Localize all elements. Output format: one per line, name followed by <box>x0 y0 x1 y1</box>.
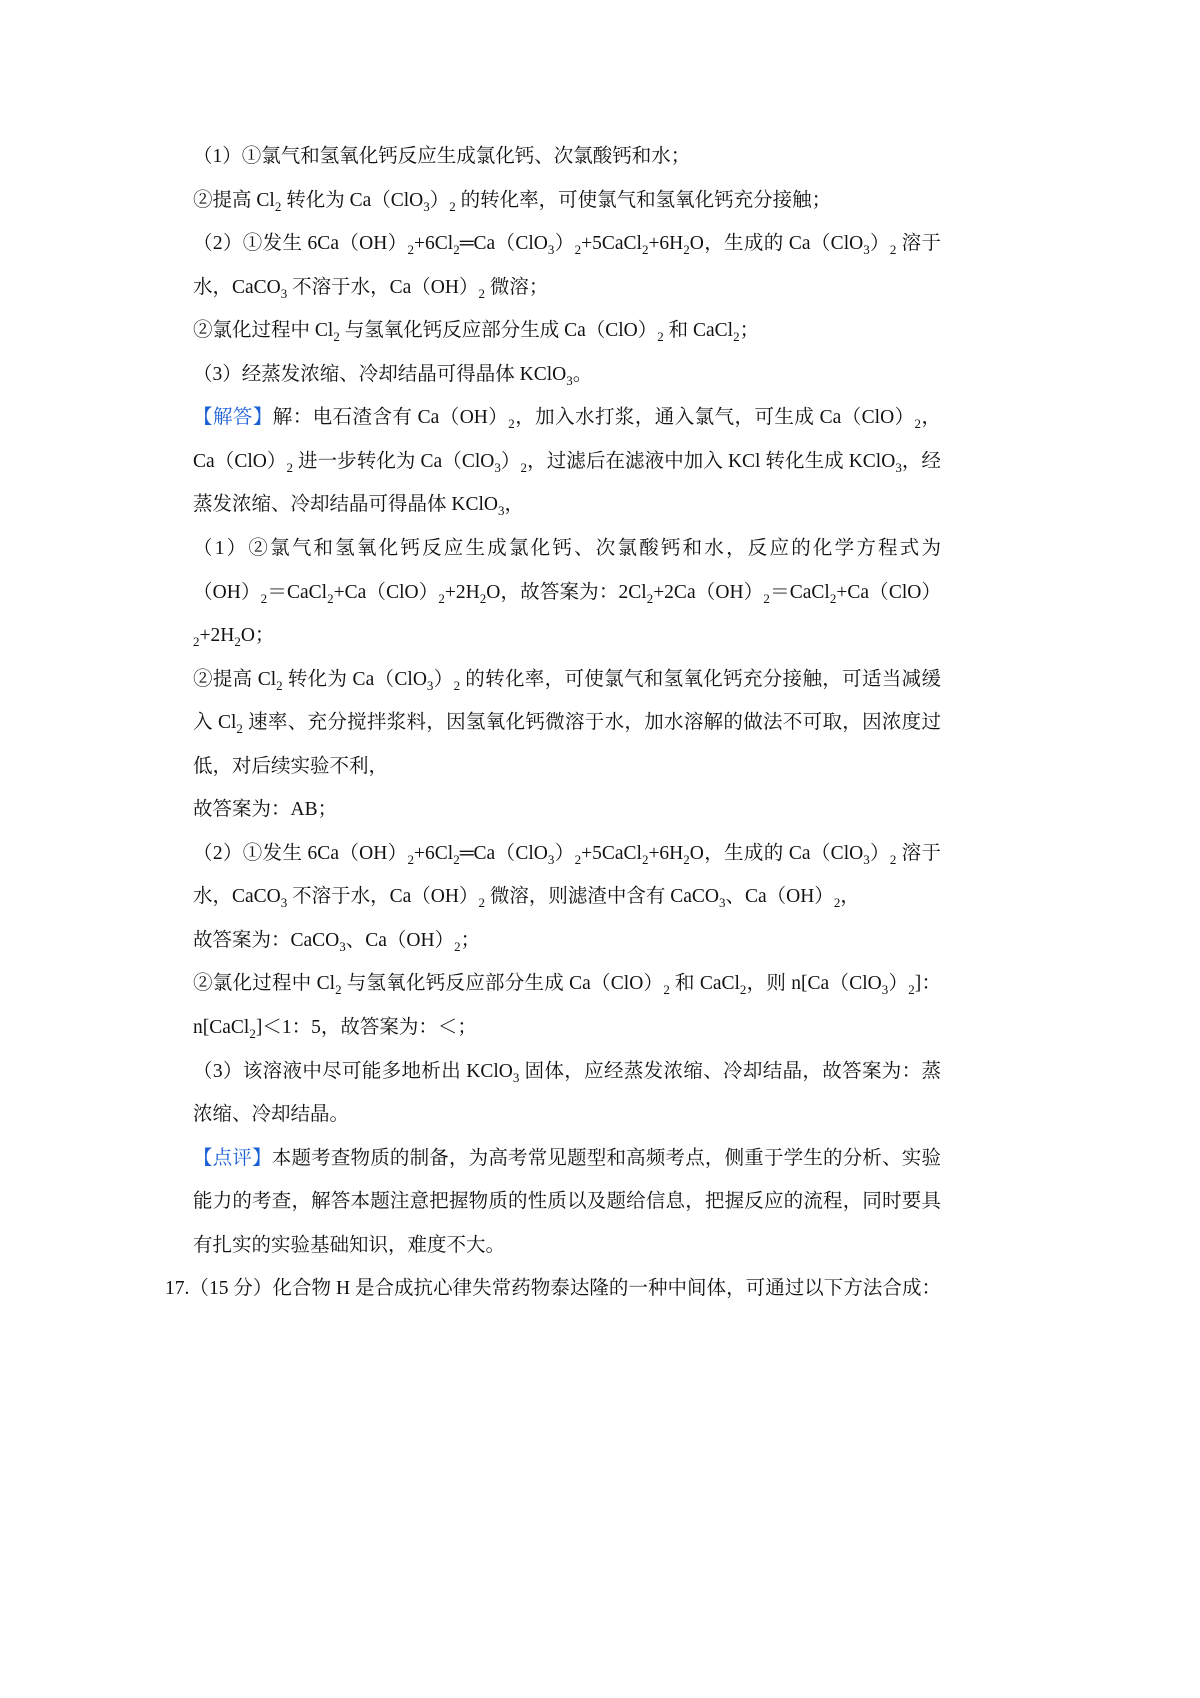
text-run: O； <box>240 625 275 647</box>
subscript: 2 <box>286 459 294 475</box>
subscript: 3 <box>566 372 573 388</box>
subscript: 2 <box>646 590 654 606</box>
text-run: 溶于 <box>896 233 941 255</box>
text-line <box>193 1229 941 1263</box>
text-run: 浓缩、冷却结晶。 <box>193 1104 350 1126</box>
text-run: 、Ca（OH） <box>345 929 455 951</box>
text-run: ，经 <box>901 450 941 472</box>
text-line <box>193 924 941 958</box>
text-line <box>193 532 941 566</box>
text-run: 和 CaCl <box>669 973 740 995</box>
subscript: 3 <box>423 198 430 214</box>
text-run: ②提高 Cl <box>193 189 275 211</box>
text-line <box>193 1055 941 1089</box>
subscript: 2 <box>733 329 740 345</box>
text-line <box>193 271 941 305</box>
subscript: 2 <box>479 590 487 606</box>
text-run: （1）②氯气和氢氧化钙反应生成氯化钙、次氯酸钙和水，反应的化学方程式为 <box>193 537 941 559</box>
text-run: +2Ca（OH） <box>653 581 764 603</box>
text-run: n[CaCl <box>193 1017 250 1038</box>
text-run: 不溶于水，Ca（OH） <box>287 886 479 908</box>
subscript: 2 <box>763 590 770 606</box>
question-heading <box>165 1272 941 1306</box>
text-run: 微溶，则滤渣中含有 CaCO <box>484 886 719 908</box>
text-run: ＝CaCl <box>769 581 830 603</box>
subscript: 3 <box>280 285 288 301</box>
text-run: 和 CaCl <box>663 320 734 342</box>
text-line <box>193 619 941 653</box>
subscript: 2 <box>453 677 461 693</box>
subscript: 2 <box>478 895 485 911</box>
text-line <box>193 967 941 1001</box>
text-line <box>193 1142 941 1176</box>
subscript: 2 <box>454 938 461 954</box>
subscript: 2 <box>641 851 649 867</box>
text-run: （3）经蒸发浓缩、冷却结晶可得晶体 KClO <box>193 363 567 385</box>
text-run: +5CaCl <box>581 842 642 864</box>
text-line <box>193 314 941 348</box>
text-run: ） <box>433 668 454 690</box>
subscript: 2 <box>193 634 200 650</box>
text-run: 水，CaCO <box>193 276 281 298</box>
subscript: 2 <box>234 634 241 650</box>
text-line <box>193 750 941 784</box>
text-run: ②氯化过程中 Cl <box>193 320 334 342</box>
text-run: ） <box>429 189 450 211</box>
text-line <box>193 184 941 218</box>
subscript: 2 <box>276 677 283 693</box>
text-run: ； <box>739 320 760 342</box>
subscript: 3 <box>547 851 555 867</box>
text-run: （1）①氯气和氢氧化钙反应生成氯化钙、次氯酸钙和水； <box>193 146 691 167</box>
text-line <box>193 1098 941 1132</box>
text-run: （2）①发生 6Ca（OH） <box>193 842 408 864</box>
subscript: 2 <box>327 590 334 606</box>
text-run: ，则 n[Ca（ClO <box>746 973 882 995</box>
text-run: ） <box>869 233 890 255</box>
text-run: ═Ca（ClO <box>459 233 548 255</box>
section-label: 【点评】 <box>193 1147 272 1169</box>
subscript: 2 <box>453 242 460 258</box>
subscript: 2 <box>683 851 690 867</box>
text-run: 溶于 <box>896 842 941 864</box>
text-run: ） <box>888 973 909 995</box>
text-run: +5CaCl <box>581 233 642 255</box>
text-run: 17.（15 分）化合物 H 是合成抗心律失常药物泰达隆的一种中间体，可通过以下方法合成： <box>165 1278 941 1300</box>
text-line <box>193 837 941 871</box>
subscript: 3 <box>863 242 870 258</box>
text-run: ） <box>554 842 575 864</box>
subscript: 2 <box>833 895 841 911</box>
subscript: 2 <box>274 198 282 214</box>
subscript: 2 <box>657 329 664 345</box>
text-line <box>193 401 941 435</box>
text-run: 的转化率，可使氯气和氢氧化钙充分接触； <box>455 189 832 211</box>
text-run: +Ca（ClO） <box>836 581 941 603</box>
subscript: 3 <box>881 982 889 998</box>
text-run: O，生成的 Ca（ClO <box>689 842 864 864</box>
text-run: 转化为 Ca（ClO <box>282 668 427 690</box>
text-run: O，生成的 Ca（ClO <box>689 233 864 255</box>
subscript: 2 <box>574 242 582 258</box>
subscript: 3 <box>280 895 288 911</box>
subscript: 2 <box>829 590 837 606</box>
subscript: 2 <box>641 242 649 258</box>
text-run: （OH） <box>193 581 261 603</box>
section-label: 【解答】 <box>193 407 273 429</box>
subscript: 3 <box>547 242 555 258</box>
subscript: 2 <box>407 851 415 867</box>
subscript: 2 <box>236 721 243 737</box>
subscript: 2 <box>574 851 582 867</box>
text-run: ； <box>460 929 481 951</box>
subscript: 2 <box>333 329 340 345</box>
text-run: +Ca（ClO） <box>333 581 439 603</box>
text-run: 、Ca（OH） <box>725 886 834 908</box>
text-run: O，故答案为：2Cl <box>486 581 647 603</box>
subscript: 3 <box>718 895 726 911</box>
text-line <box>193 488 941 522</box>
subscript: 2 <box>449 198 456 214</box>
text-line <box>193 445 941 479</box>
text-run: ═Ca（ClO <box>459 842 548 864</box>
subscript: 2 <box>889 851 897 867</box>
text-line <box>193 706 941 740</box>
subscript: 3 <box>512 1069 520 1085</box>
subscript: 2 <box>453 851 460 867</box>
text-run: +6H <box>648 233 684 255</box>
text-run: Ca（ClO） <box>193 450 287 472</box>
subscript: 2 <box>908 982 915 998</box>
text-run: ，加入水打浆，通入氯气，可生成 Ca（ClO） <box>514 407 915 429</box>
text-line <box>193 793 941 827</box>
subscript: 2 <box>520 459 528 475</box>
text-run: ]＜1：5，故答案为：＜； <box>255 1017 477 1038</box>
text-run: +6H <box>648 842 684 864</box>
subscript: 2 <box>508 416 515 432</box>
text-run: 故答案为：CaCO <box>193 929 340 951</box>
text-run: 蒸发浓缩、冷却结晶可得晶体 KClO <box>193 494 498 516</box>
subscript: 2 <box>260 590 268 606</box>
text-run: +2H <box>444 581 480 603</box>
text-run: ②氯化过程中 Cl <box>193 973 336 995</box>
text-run: 的转化率，可使氯气和氢氧化钙充分接触，可适当减缓 <box>465 668 941 690</box>
text-run: （3）该溶液中尽可能多地析出 KClO <box>193 1060 513 1082</box>
subscript: 3 <box>497 503 505 519</box>
subscript: 2 <box>335 982 342 998</box>
subscript: 2 <box>663 982 670 998</box>
text-run: 与氢氧化钙反应部分生成 Ca（ClO） <box>339 320 658 342</box>
text-run: 进一步转化为 Ca（ClO <box>293 450 495 472</box>
text-run: 微溶； <box>484 276 549 298</box>
text-run: 不溶于水，Ca（OH） <box>287 276 479 298</box>
subscript: 2 <box>683 242 690 258</box>
text-run: 与氢氧化钙反应部分生成 Ca（ClO） <box>341 973 664 995</box>
text-run: 转化为 Ca（ClO <box>281 189 424 211</box>
text-run: +2H <box>199 625 235 647</box>
text-run: ②提高 Cl <box>193 668 277 690</box>
text-run: 本题考查物质的制备，为高考常见题型和高频考点，侧重于学生的分析、实验 <box>271 1147 941 1169</box>
text-run: ， <box>840 886 860 908</box>
text-run: +6Cl <box>414 842 454 864</box>
text-run: ＝CaCl <box>267 581 328 603</box>
text-run: ]： <box>914 973 941 995</box>
text-run: ， <box>921 407 941 429</box>
text-line <box>193 140 941 174</box>
subscript: 2 <box>739 982 747 998</box>
subscript: 2 <box>407 242 415 258</box>
subscript: 2 <box>914 416 922 432</box>
text-line <box>193 663 941 697</box>
subscript: 3 <box>895 459 902 475</box>
text-run: 固体，应经蒸发浓缩、冷却结晶，故答案为：蒸 <box>524 1060 941 1082</box>
subscript: 3 <box>426 677 434 693</box>
subscript: 2 <box>889 242 897 258</box>
subscript: 3 <box>339 938 346 954</box>
text-run: ， <box>504 494 524 516</box>
text-run: +6Cl <box>414 233 454 255</box>
text-line <box>193 227 941 261</box>
text-run: 故答案为：AB； <box>193 799 338 821</box>
text-run: 入 Cl <box>193 712 237 734</box>
text-run: （2）①发生 6Ca（OH） <box>193 233 408 255</box>
text-run: 低，对后续实验不利， <box>193 755 389 777</box>
text-run: ） <box>554 233 575 255</box>
text-line <box>193 1011 941 1045</box>
subscript: 2 <box>478 285 485 301</box>
text-line <box>193 576 941 610</box>
text-run: 解：电石渣含有 Ca（OH） <box>272 407 509 429</box>
text-run: 速率、充分搅拌浆料，因氢氧化钙微溶于水，加水溶解的做法不可取，因浓度过 <box>242 712 941 734</box>
text-run: 。 <box>572 363 593 385</box>
subscript: 3 <box>863 851 870 867</box>
text-run: ） <box>500 450 521 472</box>
subscript: 2 <box>249 1026 256 1041</box>
text-line <box>193 880 941 914</box>
subscript: 3 <box>494 459 501 475</box>
text-line <box>193 1185 941 1219</box>
text-run: 有扎实的实验基础知识，难度不大。 <box>193 1234 506 1256</box>
text-run: ，过滤后在滤液中加入 KCl 转化生成 KClO <box>527 450 896 472</box>
text-run: 水，CaCO <box>193 886 281 908</box>
text-line <box>193 358 941 392</box>
text-run: 能力的考查，解答本题注意把握物质的性质以及题给信息，把握反应的流程，同时要具 <box>193 1191 941 1213</box>
text-run: ） <box>869 842 890 864</box>
subscript: 2 <box>438 590 445 606</box>
